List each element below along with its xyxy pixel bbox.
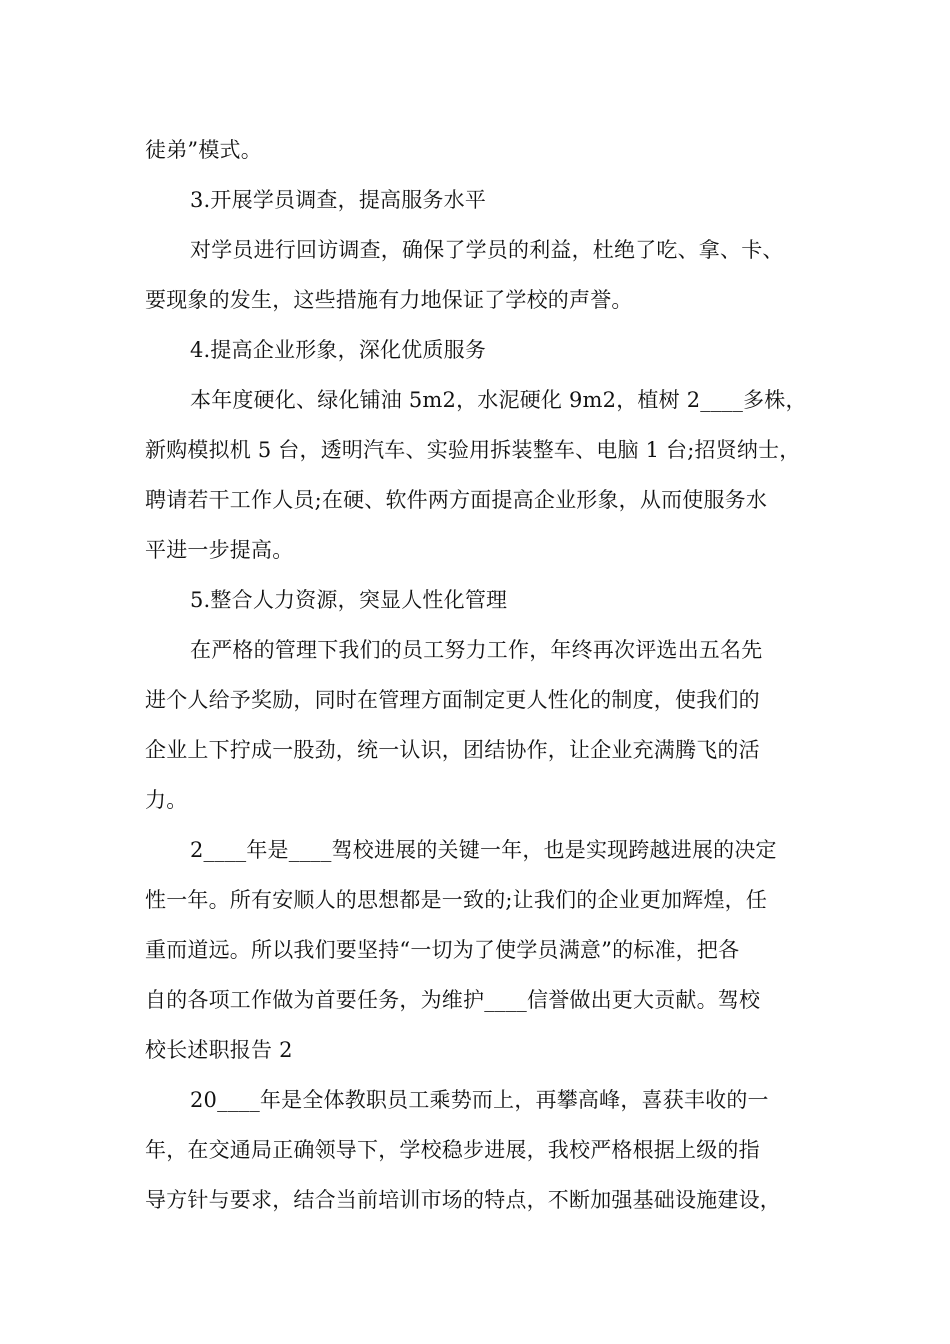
text-line: 聘请若干工作人员;在硬、软件两方面提高企业形象，从而使服务水	[145, 488, 768, 512]
section-heading: 4.提高企业形象，深化优质服务	[190, 338, 487, 362]
text-line: 性一年。所有安顺人的思想都是一致的;让我们的企业更加辉煌，任	[145, 888, 768, 912]
text-line: 平进一步提高。	[145, 538, 294, 562]
text-line: 新购模拟机 5 台，透明汽车、实验用拆装整车、电脑 1 台;招贤纳士，	[145, 438, 801, 462]
text-line: 进个人给予奖励，同时在管理方面制定更人性化的制度，使我们的	[145, 688, 760, 712]
text-line: 对学员进行回访调查，确保了学员的利益，杜绝了吃、拿、卡、	[190, 238, 784, 262]
text-line: 要现象的发生，这些措施有力地保证了学校的声誉。	[145, 288, 633, 312]
text-line: 在严格的管理下我们的员工努力工作，年终再次评选出五名先	[190, 638, 763, 662]
section-heading: 3.开展学员调查，提高服务水平	[190, 188, 487, 212]
text-line: 导方针与要求，结合当前培训市场的特点，不断加强基础设施建设，	[145, 1188, 781, 1212]
report-title: 校长述职报告 2	[145, 1038, 293, 1062]
text-line: 力。	[145, 788, 188, 812]
text-line: 2____年是____驾校进展的关键一年，也是实现跨越进展的决定	[190, 838, 777, 862]
text-line: 本年度硬化、绿化铺油 5m2，水泥硬化 9m2，植树 2____多株，	[190, 388, 807, 412]
text-line: 徒弟”模式。	[145, 138, 262, 162]
text-line: 重而道远。所以我们要坚持“一切为了使学员满意”的标准，把各	[145, 938, 740, 962]
section-heading: 5.整合人力资源，突显人性化管理	[190, 588, 508, 612]
text-line: 20____年是全体教职员工乘势而上，再攀高峰，喜获丰收的一	[190, 1088, 769, 1112]
text-line: 企业上下拧成一股劲，统一认识，团结协作，让企业充满腾飞的活	[145, 738, 760, 762]
text-line: 年，在交通局正确领导下，学校稳步进展，我校严格根据上级的指	[145, 1138, 760, 1162]
text-line: 自的各项工作做为首要任务，为维护____信誉做出更大贡献。驾校	[145, 988, 761, 1012]
